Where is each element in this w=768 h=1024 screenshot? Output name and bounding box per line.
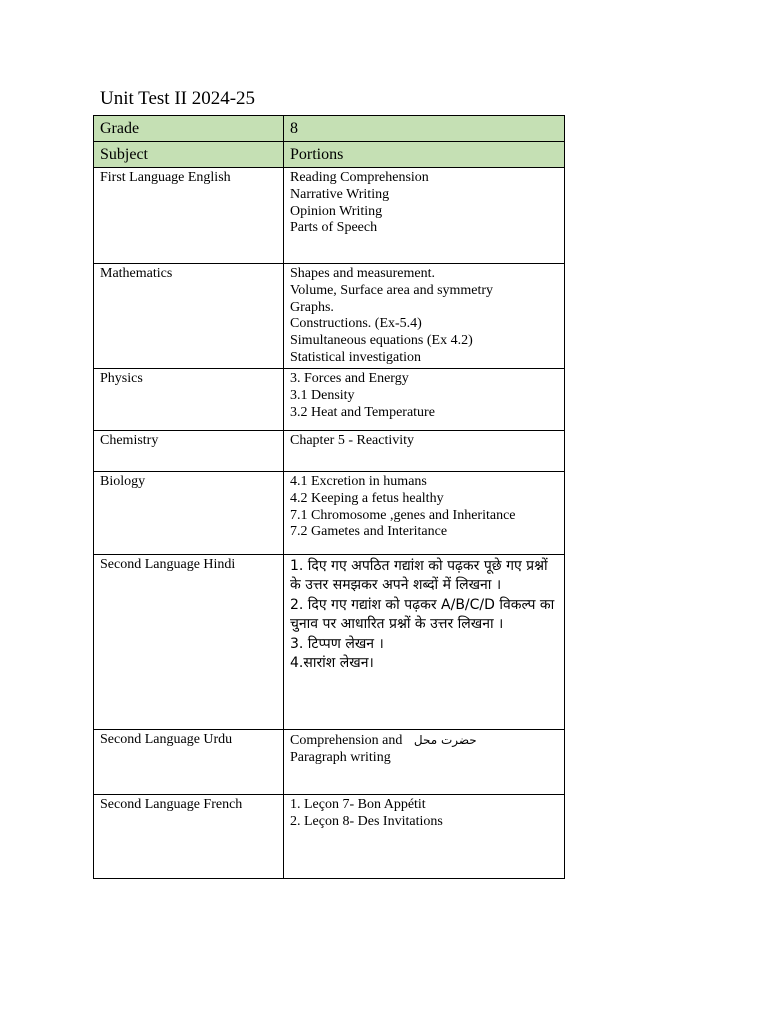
portion-item: Reading Comprehension [290, 170, 429, 185]
table-row [94, 730, 565, 795]
portions-cell [284, 168, 565, 264]
portion-item: Comprehension and [290, 733, 403, 748]
portions-cell [284, 555, 565, 730]
portion-item: Narrative Writing [290, 186, 390, 202]
subject-name: Mathematics [94, 264, 284, 369]
table-row [94, 795, 565, 879]
portions-column-header: Portions [284, 142, 565, 168]
portion-item: Paragraph writing [290, 749, 391, 765]
grade-label: Grade [94, 116, 284, 142]
portion-item: 4.2 Keeping a fetus healthy [290, 490, 444, 506]
table-row [94, 431, 565, 472]
portion-item: Graphs. [290, 299, 334, 315]
table-row [94, 264, 565, 369]
urdu-text: حضرت محل [413, 733, 477, 747]
portion-item: 1. दिए गए अपठित गद्यांश को पढ़कर पूछे गए प्रश्नों के उत्तर समझकर अपने शब्दों में लिखना । [290, 558, 548, 594]
portion-item: 3. Forces and Energy [290, 371, 409, 386]
subject-header-row [94, 142, 565, 168]
portion-item: 7.1 Chromosome ,genes and Inheritance [290, 507, 516, 523]
portion-item: Opinion Writing [290, 203, 383, 219]
portion-item: Volume, Surface area and symmetry [290, 282, 494, 298]
portion-item: Shapes and measurement. [290, 266, 436, 281]
subject-name: Physics [94, 369, 284, 431]
portion-item: Simultaneous equations (Ex 4.2) [290, 333, 473, 349]
portions-cell [284, 264, 565, 369]
portion-item: 2. दिए गए गद्यांश को पढ़कर A/B/C/D विकल्प का चुनाव पर आधारित प्रश्नों के उत्तर लिखना । [290, 596, 555, 633]
table-row [94, 555, 565, 730]
portions-cell [284, 730, 565, 795]
portion-item: 4.सारांश लेखन। [290, 655, 374, 672]
portion-item: Chapter 5 - Reactivity [290, 433, 415, 448]
subject-name: Chemistry [94, 431, 284, 472]
subject-column-header: Subject [94, 142, 284, 168]
grade-value: 8 [284, 116, 565, 142]
portions-table [93, 115, 565, 879]
portion-item: 1. Leçon 7- Bon Appétit [290, 797, 426, 812]
portions-cell [284, 431, 565, 472]
portion-item: Parts of Speech [290, 220, 378, 236]
portion-item: 7.2 Gametes and Interitance [290, 524, 448, 540]
grade-row [94, 116, 565, 142]
subject-name: Second Language Hindi [94, 555, 284, 730]
portions-cell [284, 472, 565, 555]
subject-name: Second Language Urdu [94, 730, 284, 795]
subject-name: First Language English [94, 168, 284, 264]
portions-cell [284, 795, 565, 879]
table-row [94, 168, 565, 264]
page-title: Unit Test II 2024-25 [100, 88, 256, 109]
portion-item: 3.1 Density [290, 387, 355, 403]
portion-line [290, 732, 558, 750]
portion-item: 3.2 Heat and Temperature [290, 404, 435, 420]
portion-item: Constructions. (Ex-5.4) [290, 316, 422, 332]
portion-item: 3. टिप्पण लेखन । [290, 635, 384, 652]
portion-item: Statistical investigation [290, 349, 422, 365]
subject-name: Second Language French [94, 795, 284, 879]
portions-cell [284, 369, 565, 431]
portion-item: 2. Leçon 8- Des Invitations [290, 813, 443, 829]
table-row [94, 472, 565, 555]
portion-item: 4.1 Excretion in humans [290, 474, 427, 489]
subject-name: Biology [94, 472, 284, 555]
table-row [94, 369, 565, 431]
